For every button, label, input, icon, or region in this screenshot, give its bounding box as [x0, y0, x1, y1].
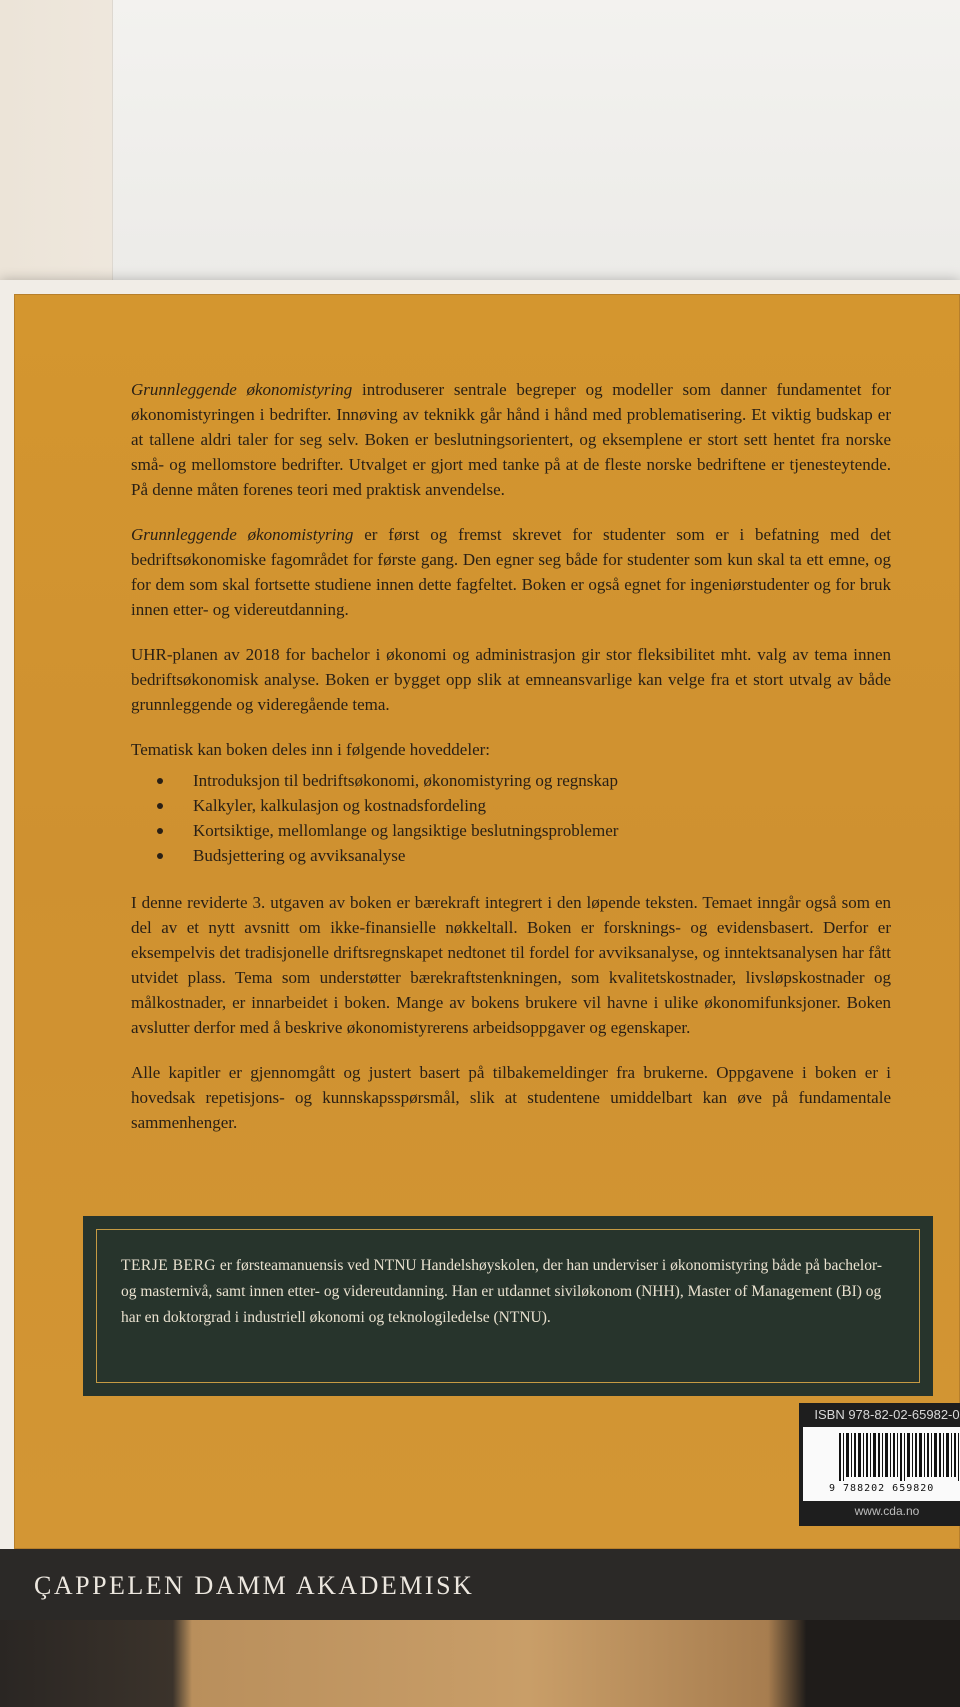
paragraph-2 — [131, 522, 891, 622]
author-bio-box — [83, 1216, 933, 1396]
author-bio-text: er førsteamanuensis ved NTNU Handelshøyskolen, der han underviser i økonomistyring både på bachelor- og masternivå, samt innen etter- og videreutdanning. Han er utdannet siviløkonom (NHH), Master of Management (BI) og har en doktorgrad i industriell økonomi og teknologiledelse (NTNU). — [121, 1257, 883, 1326]
barcode-panel — [803, 1427, 960, 1501]
book-title-italic: Grunnleggende økonomistyring — [131, 380, 353, 399]
list-item — [131, 818, 891, 843]
bullet-icon — [157, 853, 163, 859]
list-item-text: Kalkyler, kalkulasjon og kostnadsfordeling — [193, 796, 486, 815]
paragraph-1 — [131, 377, 891, 502]
publisher-bar — [0, 1549, 960, 1625]
paragraph-2-text: er først og fremst skrevet for studenter som er i befatning med det bedriftsøkonomiske fagområdet for første gang. Den egner seg både for studenter som kun skal ta ett emne, og for dem som skal fortsette studiene innen dette fagfeltet. Boken er også egnet for ingeniørstudenter og for bruk innen etter- og videreutdanning. — [131, 525, 891, 619]
book-back-cover — [0, 280, 960, 1625]
author-bio-frame — [96, 1229, 920, 1383]
blurb-text — [131, 377, 891, 1155]
author-name: TERJE BERG — [121, 1257, 216, 1274]
list-item — [131, 793, 891, 818]
bullet-icon — [157, 828, 163, 834]
publisher-url: www.cda.no — [854, 1504, 920, 1518]
list-item-text: Introduksjon til bedriftsøkonomi, økonomistyring og regnskap — [193, 771, 618, 790]
isbn-barcode-block — [799, 1403, 960, 1526]
bullet-icon — [157, 803, 163, 809]
barcode-digits: 9 788202 659820 — [829, 1483, 935, 1494]
isbn-number: ISBN 978-82-02-65982-0 — [814, 1407, 960, 1422]
paragraph-4-intro: Tematisk kan boken deles inn i følgende hoveddeler: — [131, 740, 491, 759]
background-floor — [0, 1620, 960, 1707]
list-item-text: Kortsiktige, mellomlange og langsiktige beslutningsproblemer — [193, 821, 619, 840]
cover-panel — [14, 294, 960, 1549]
list-item — [131, 843, 891, 868]
bullet-icon — [157, 778, 163, 784]
paragraph-1-text: introduserer sentrale begreper og modeller som danner fundamentet for økonomistyringen i bedrifter. Innøving av teknikk går hånd i hånd med problematisering. Et viktig budskap er at tallene aldri taler for seg selv. Boken er beslutningsorientert, og eksemplene er stort sett hentet fra norske små- og mellomstore bedrifter. Utvalget er gjort med tanke på at de fleste norske bedriftene er tjenesteytende. På denne måten forenes teori med praktisk anvendelse. — [131, 380, 891, 499]
background-paper — [112, 0, 960, 290]
paragraph-6: Alle kapitler er gjennomgått og justert basert på tilbakemeldinger fra brukerne. Oppgavene i boken er i hovedsak repetisjons- og kunnskapsspørsmål, slik at studentene umiddelbart kan øve på fundamentale sammenhenger. — [131, 1063, 891, 1132]
topic-list — [131, 768, 891, 868]
paragraph-5: I denne reviderte 3. utgaven av boken er bærekraft integrert i den løpende teksten. Temaet inngår også som en del av et nytt avsnitt om ikke-finansielle nøkkeltall. Boken er forsknings- og evidensbasert. Derfor er eksempelvis det tradisjonelle driftsregnskapet nedtonet til fordel for avviksanalyse, og inntektsanalysen har fått utvidet plass. Tema som understøtter bærekraftstenkningen, som kvalitetskostnader, livsløpskostnader og målkostnader, er innarbeidet i boken. Mange av bokens brukere vil havne i ulike økonomifunksjoner. Boken avslutter derfor med å beskrive økonomistyrerens arbeidsoppgaver og egenskaper. — [131, 893, 891, 1037]
list-item-text: Budsjettering og avviksanalyse — [193, 846, 406, 865]
barcode-icon — [839, 1433, 960, 1481]
paragraph-3: UHR-planen av 2018 for bachelor i økonomi og administrasjon gir stor fleksibilitet mht. valg av tema innen bedriftsøkonomisk analyse. Boken er bygget opp slik at emneansvarlige kan velge fra et stort utvalg av både grunnleggende og videregående tema. — [131, 645, 891, 714]
book-title-italic: Grunnleggende økonomistyring — [131, 525, 354, 544]
publisher-logo-text: ÇAPPELEN DAMM AKADEMISK — [34, 1571, 475, 1600]
list-item — [131, 768, 891, 793]
